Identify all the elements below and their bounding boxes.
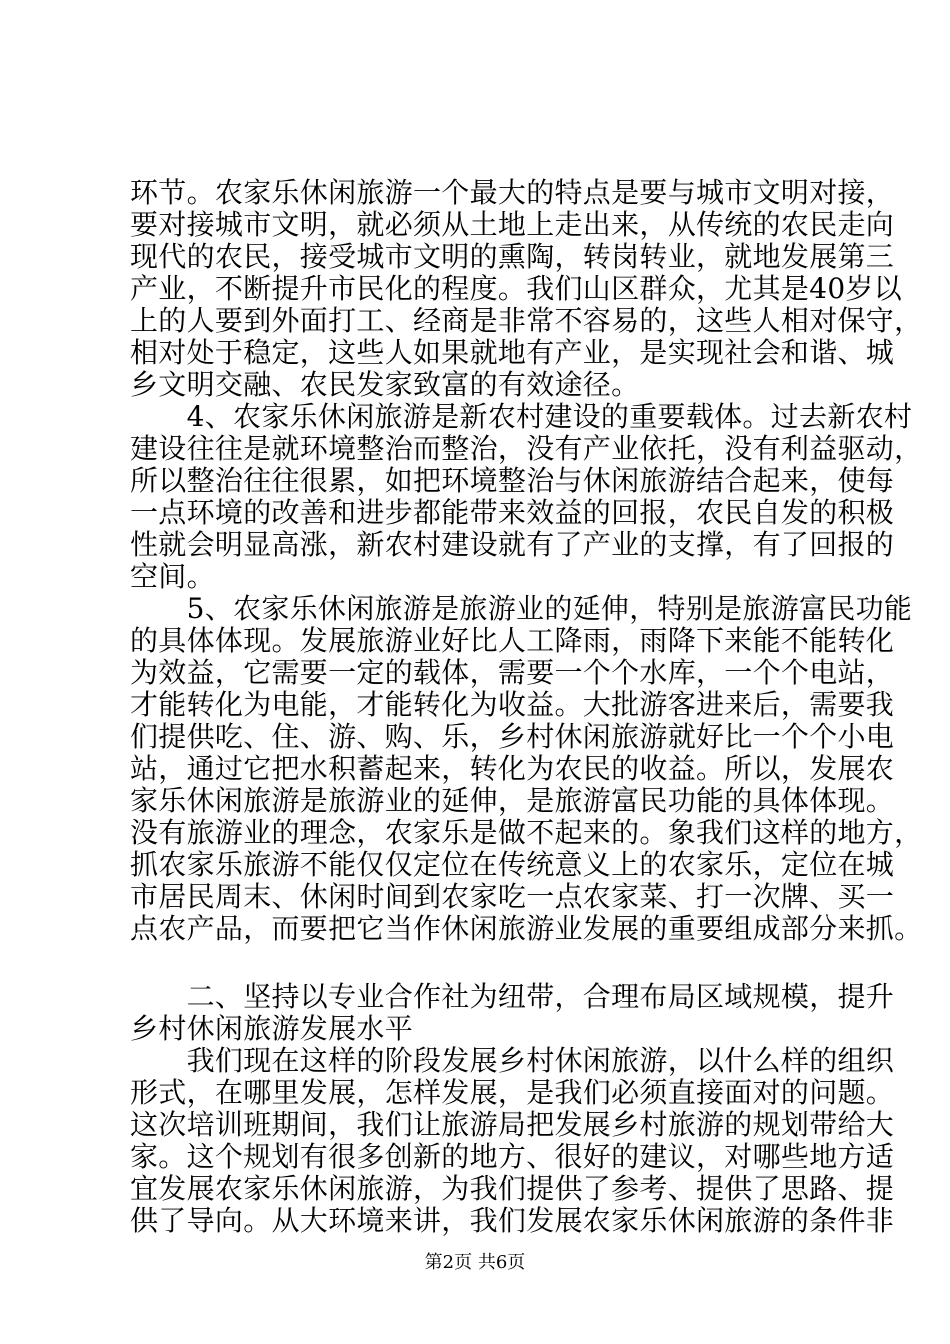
text-line: 性就会明显高涨，新农村建设就有了产业的支撑，有了回报的	[130, 528, 895, 561]
text-line: 空间。	[130, 560, 215, 593]
text-line: 产业，不断提升市民化的程度。我们山区群众，尤其是40岁以	[130, 272, 903, 305]
text-line: 家。这个规划有很多创新的地方、很好的建议，对哪些地方适	[130, 1140, 895, 1173]
text-line: 乡文明交融、农民发家致富的有效途径。	[130, 368, 640, 401]
text-line: 才能转化为电能，才能转化为收益。大批游客进来后，需要我	[130, 688, 895, 721]
text-line: 相对处于稳定，这些人如果就地有产业，是实现社会和谐、城	[130, 336, 895, 369]
text-line: 所以整治往往很累，如把环境整治与休闲旅游结合起来，使每	[130, 464, 895, 497]
text-line: 这次培训班期间，我们让旅游局把发展乡村旅游的规划带给大	[130, 1108, 895, 1141]
text-line: 家乐休闲旅游是旅游业的延伸，是旅游富民功能的具体体现。	[130, 784, 895, 817]
text-line: 5、农家乐休闲旅游是旅游业的延伸，特别是旅游富民功能	[130, 592, 913, 625]
text-line: 站，通过它把水积蓄起来，转化为农民的收益。所以，发展农	[130, 752, 895, 785]
text-line: 为效益，它需要一定的载体，需要一个个水库，一个个电站，	[130, 656, 895, 689]
page-footer: 第2页 共6页	[424, 1252, 526, 1273]
text-line: 上的人要到外面打工、经商是非常不容易的，这些人相对保守，	[130, 304, 923, 337]
text-line: 要对接城市文明，就必须从土地上走出来，从传统的农民走向	[130, 208, 895, 241]
section-heading: 二、坚持以专业合作社为纽带，合理布局区域规模，提升	[130, 980, 895, 1013]
text-line: 建设往往是就环境整治而整治，没有产业依托，没有利益驱动，	[130, 432, 923, 465]
section-heading: 乡村休闲旅游发展水平	[130, 1012, 414, 1045]
text-line: 抓农家乐旅游不能仅仅定位在传统意义上的农家乐，定位在城	[130, 848, 895, 881]
text-line: 点农产品，而要把它当作休闲旅游业发展的重要组成部分来抓。	[130, 912, 923, 945]
text-line: 供了导向。从大环境来讲，我们发展农家乐休闲旅游的条件非	[130, 1204, 895, 1237]
text-line: 市居民周末、休闲时间到农家吃一点农家菜、打一次牌、买一	[130, 880, 895, 913]
text-line: 没有旅游业的理念，农家乐是做不起来的。象我们这样的地方，	[130, 816, 923, 849]
text-line: 现代的农民，接受城市文明的熏陶，转岗转业，就地发展第三	[130, 240, 895, 273]
text-line: 们提供吃、住、游、购、乐，乡村休闲旅游就好比一个个小电	[130, 720, 895, 753]
text-line: 我们现在这样的阶段发展乡村休闲旅游，以什么样的组织	[130, 1044, 895, 1077]
text-line: 宜发展农家乐休闲旅游，为我们提供了参考、提供了思路、提	[130, 1172, 895, 1205]
text-line: 形式，在哪里发展，怎样发展，是我们必须直接面对的问题。	[130, 1076, 895, 1109]
text-line: 4、农家乐休闲旅游是新农村建设的重要载体。过去新农村	[130, 400, 913, 433]
text-line: 一点环境的改善和进步都能带来效益的回报，农民自发的积极	[130, 496, 895, 529]
text-line: 环节。农家乐休闲旅游一个最大的特点是要与城市文明对接，	[130, 176, 895, 209]
text-line: 的具体体现。发展旅游业好比人工降雨，雨降下来能不能转化	[130, 624, 895, 657]
